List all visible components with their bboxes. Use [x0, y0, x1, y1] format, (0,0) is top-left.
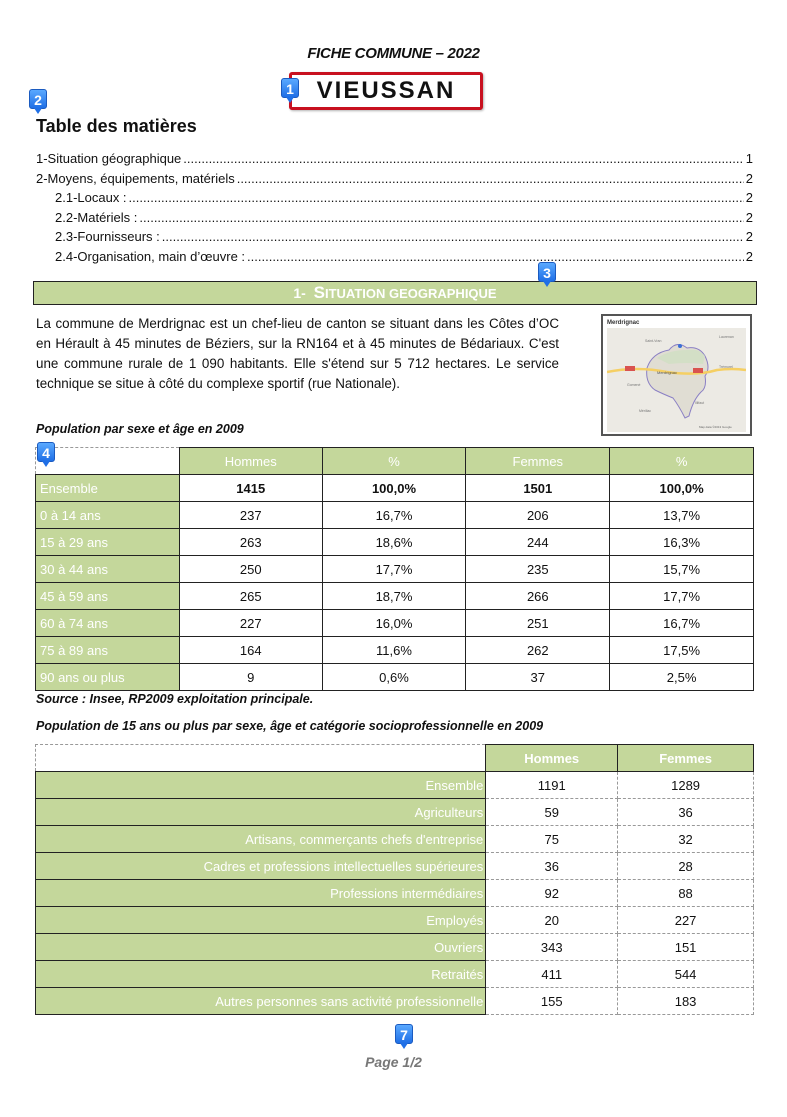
cell-hommes: 36 — [486, 853, 618, 880]
road-shield — [693, 368, 703, 373]
toc-entry[interactable] — [36, 208, 753, 228]
row-label: Artisans, commerçants chefs d'entreprise — [36, 826, 486, 853]
table-row — [36, 610, 754, 637]
cell-femmes: 151 — [618, 934, 754, 961]
cell-femmes-pct: 2,5% — [610, 664, 754, 691]
table2-caption: Population de 15 ans ou plus par sexe, âge et catégorie socioprofessionnelle en 2009 — [36, 719, 544, 733]
toc-entry[interactable] — [36, 227, 753, 247]
toc-entry-label: 2.4-Organisation, main d’œuvre : — [55, 248, 246, 264]
map-place-label: Merdrignac — [657, 370, 678, 375]
toc-entry[interactable] — [36, 188, 753, 208]
toc-entry-label: 2.2-Matériels : — [55, 209, 138, 225]
header-cell-hommes-pct: % — [322, 448, 466, 475]
header-cell-hommes: Hommes — [179, 448, 322, 475]
header-cell-blank — [36, 448, 180, 475]
row-label: 30 à 44 ans — [36, 556, 180, 583]
cell-hommes: 9 — [179, 664, 322, 691]
map-place-label: Trémorel — [719, 365, 733, 369]
row-label: 15 à 29 ans — [36, 529, 180, 556]
commune-map — [601, 314, 752, 436]
toc-entry-page: 2 — [745, 190, 753, 206]
cell-femmes: 544 — [618, 961, 754, 988]
row-label: 60 à 74 ans — [36, 610, 180, 637]
table-row — [36, 475, 754, 502]
map-place-label: Mérillac — [639, 409, 652, 413]
situation-paragraph: La commune de Merdrignac est un chef-lieu de canton se situant dans les Côtes d’OC en Hérault à 45 minutes de Béziers, sur la RN164 et à 45 minutes de Bédariaux. C'est une commune rurale de 1 090 habitants. Elle s'étend sur 5 712 hectares. Le service technique se situe à côté du complexe sportif (rue Nationale). — [36, 316, 559, 391]
toc-entry-page: 2 — [745, 170, 753, 186]
row-label: Employés — [36, 907, 486, 934]
map-place-label: Illifaut — [695, 401, 705, 405]
table-header-row — [36, 448, 754, 475]
map-credit: Map data ©2013 Google — [699, 425, 732, 429]
table-row — [36, 637, 754, 664]
annotation-marker-1[interactable]: 1 — [281, 78, 299, 98]
cell-femmes: 1501 — [466, 475, 610, 502]
road-shield — [625, 366, 635, 371]
cell-femmes-pct: 17,5% — [610, 637, 754, 664]
toc-leader-dots — [162, 227, 744, 247]
table-header-row — [36, 745, 754, 772]
table-row — [36, 772, 754, 799]
annotation-marker-7[interactable]: 7 — [395, 1024, 413, 1044]
table-row — [36, 664, 754, 691]
row-label: 45 à 59 ans — [36, 583, 180, 610]
header-cell-femmes: Femmes — [618, 745, 754, 772]
cell-femmes: 227 — [618, 907, 754, 934]
cell-femmes-pct: 16,3% — [610, 529, 754, 556]
table1-source: Source : Insee, RP2009 exploitation principale. — [36, 692, 314, 706]
toc-entry[interactable] — [36, 247, 753, 267]
row-label: Cadres et professions intellectuelles supérieures — [36, 853, 486, 880]
cell-hommes-pct: 16,0% — [322, 610, 466, 637]
toc-entry-page: 2 — [745, 248, 753, 264]
toc-entry-label: 2.1-Locaux : — [55, 190, 127, 206]
section-title-initial: S — [313, 283, 325, 302]
toc-leader-dots — [247, 247, 744, 267]
header-cell-femmes: Femmes — [466, 448, 610, 475]
row-label: 75 à 89 ans — [36, 637, 180, 664]
row-label: Agriculteurs — [36, 799, 486, 826]
table-row — [36, 556, 754, 583]
cell-hommes: 1191 — [486, 772, 618, 799]
annotation-marker-3[interactable]: 3 — [538, 262, 556, 282]
toc-entry[interactable] — [36, 169, 753, 189]
cell-hommes-pct: 11,6% — [322, 637, 466, 664]
map-place-label: Laurenan — [719, 335, 734, 339]
map-title: Merdrignac — [607, 320, 640, 326]
cell-femmes: 1289 — [618, 772, 754, 799]
cell-hommes: 59 — [486, 799, 618, 826]
cell-hommes-pct: 100,0% — [322, 475, 466, 502]
cell-femmes: 183 — [618, 988, 754, 1015]
cell-hommes-pct: 18,7% — [322, 583, 466, 610]
row-label: Ensemble — [36, 475, 180, 502]
cell-femmes-pct: 16,7% — [610, 610, 754, 637]
map-place-label: Saint-Vran — [645, 339, 662, 343]
population-csp-table — [35, 744, 754, 1015]
cell-hommes: 1415 — [179, 475, 322, 502]
map-place-label: Gomené — [627, 383, 641, 387]
row-label: Ouvriers — [36, 934, 486, 961]
table-row — [36, 880, 754, 907]
toc-entry[interactable] — [36, 149, 753, 169]
cell-hommes-pct: 16,7% — [322, 502, 466, 529]
annotation-marker-2[interactable]: 2 — [29, 89, 47, 109]
toc-entry-label: 2.3-Fournisseurs : — [55, 229, 160, 245]
cell-femmes: 206 — [466, 502, 610, 529]
toc-leader-dots — [139, 208, 743, 228]
section-heading-situation — [33, 281, 757, 305]
annotation-marker-4[interactable]: 4 — [37, 442, 55, 462]
commune-name: VIEUSSAN — [316, 77, 456, 104]
commune-sign — [289, 72, 483, 110]
header-cell-blank — [36, 745, 486, 772]
cell-hommes-pct: 17,7% — [322, 556, 466, 583]
cell-hommes: 237 — [179, 502, 322, 529]
cell-hommes: 227 — [179, 610, 322, 637]
cell-hommes: 265 — [179, 583, 322, 610]
table-row — [36, 583, 754, 610]
cell-femmes-pct: 15,7% — [610, 556, 754, 583]
toc-leader-dots — [237, 169, 744, 189]
toc-entry-page: 2 — [745, 229, 753, 245]
cell-hommes: 263 — [179, 529, 322, 556]
row-label: Professions intermédiaires — [36, 880, 486, 907]
section-number: 1- — [293, 285, 306, 301]
toc-heading: Table des matières — [36, 116, 197, 136]
population-age-table — [35, 447, 754, 691]
table-row — [36, 934, 754, 961]
toc-entry-label: 1-Situation géographique — [36, 151, 182, 166]
header-cell-hommes: Hommes — [486, 745, 618, 772]
cell-femmes: 37 — [466, 664, 610, 691]
cell-hommes-pct: 18,6% — [322, 529, 466, 556]
cell-femmes: 88 — [618, 880, 754, 907]
cell-femmes: 244 — [466, 529, 610, 556]
table-row — [36, 961, 754, 988]
page-number: Page 1/2 — [365, 1054, 422, 1070]
table-row — [36, 502, 754, 529]
header-cell-femmes-pct: % — [610, 448, 754, 475]
table-row — [36, 853, 754, 880]
cell-hommes: 250 — [179, 556, 322, 583]
section-title-rest: ITUATION GEOGRAPHIQUE — [324, 286, 497, 301]
table-row — [36, 988, 754, 1015]
toc-leader-dots — [183, 149, 743, 169]
cell-femmes: 36 — [618, 799, 754, 826]
cell-femmes: 266 — [466, 583, 610, 610]
table-row — [36, 907, 754, 934]
cell-femmes: 28 — [618, 853, 754, 880]
cell-hommes: 92 — [486, 880, 618, 907]
cell-femmes: 235 — [466, 556, 610, 583]
cell-hommes: 20 — [486, 907, 618, 934]
table-row — [36, 799, 754, 826]
table-row — [36, 529, 754, 556]
toc-leader-dots — [129, 188, 744, 208]
cell-hommes-pct: 0,6% — [322, 664, 466, 691]
cell-hommes: 164 — [179, 637, 322, 664]
toc-entry-page: 1 — [745, 151, 753, 166]
row-label: Retraités — [36, 961, 486, 988]
row-label: 90 ans ou plus — [36, 664, 180, 691]
map-graphic — [607, 328, 746, 432]
table-of-contents — [36, 149, 753, 267]
lake — [678, 344, 682, 348]
row-label: Autres personnes sans activité professionnelle — [36, 988, 486, 1015]
cell-hommes: 411 — [486, 961, 618, 988]
cell-hommes: 75 — [486, 826, 618, 853]
cell-femmes: 251 — [466, 610, 610, 637]
cell-hommes: 343 — [486, 934, 618, 961]
document-title: FICHE COMMUNE – 2022 — [307, 45, 480, 62]
row-label: 0 à 14 ans — [36, 502, 180, 529]
toc-entry-label: 2-Moyens, équipements, matériels — [36, 170, 235, 186]
cell-femmes-pct: 17,7% — [610, 583, 754, 610]
toc-entry-page: 2 — [745, 209, 753, 225]
cell-femmes: 32 — [618, 826, 754, 853]
cell-femmes: 262 — [466, 637, 610, 664]
table-row — [36, 826, 754, 853]
table1-caption: Population par sexe et âge en 2009 — [36, 422, 244, 436]
cell-femmes-pct: 13,7% — [610, 502, 754, 529]
cell-femmes-pct: 100,0% — [610, 475, 754, 502]
cell-hommes: 155 — [486, 988, 618, 1015]
row-label: Ensemble — [36, 772, 486, 799]
